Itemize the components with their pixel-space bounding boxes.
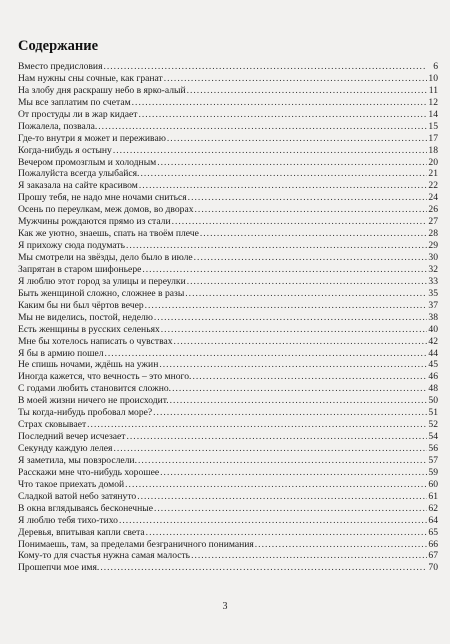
toc-entry-page: 22: [428, 180, 438, 192]
toc-entry-title: Секунду каждую лелея: [18, 443, 113, 454]
toc-entry-page: 27: [428, 216, 438, 228]
contents-heading: Содержание: [18, 38, 99, 54]
dot-leader: [138, 109, 427, 121]
toc-entry-title: Пожалела, позвала.: [18, 120, 98, 132]
toc-entry-page: 50: [428, 395, 438, 407]
toc-entry-title: Мы смотрели на звёзды, дело было в июле: [18, 252, 193, 263]
toc-entry-page: 11: [428, 84, 438, 96]
toc-entry: [18, 383, 438, 395]
dot-leader: [191, 550, 427, 562]
dot-leader: [174, 336, 427, 348]
toc-entry-page: 40: [428, 323, 438, 335]
toc-entry-page: 52: [428, 419, 438, 431]
toc-entry: [18, 204, 438, 216]
toc-entry-page: 10: [428, 72, 438, 84]
dot-leader: [138, 455, 427, 467]
toc-entry: [18, 336, 438, 348]
toc-entry: [18, 395, 438, 407]
dot-leader: [160, 467, 427, 479]
toc-entry-page: 54: [428, 431, 438, 443]
toc-entry: [18, 264, 438, 276]
toc-entry-page: 46: [428, 371, 438, 383]
toc-entry-title: Прошу тебя, не надо мне ночами сниться: [18, 192, 187, 204]
toc-entry: [18, 348, 438, 360]
toc-entry: [18, 455, 438, 467]
dot-leader: [142, 264, 427, 276]
toc-entry-page: 17: [428, 132, 438, 144]
toc-entry-title: Не спишь ночами, ждёшь на ужин: [18, 359, 159, 371]
dot-leader: [127, 431, 428, 443]
toc-entry-title: Я люблю этот город за улицы и переулки: [18, 275, 186, 287]
dot-leader: [105, 348, 428, 360]
toc-entry-title: Понимаешь, там, за пределами безграничного понимания: [18, 538, 254, 550]
toc-entry: [18, 467, 438, 479]
toc-entry: [18, 133, 438, 145]
toc-entry: [18, 97, 438, 109]
dot-leader: [172, 383, 427, 395]
toc-entry-page: 37: [428, 299, 438, 311]
toc-entry-page: 15: [428, 120, 438, 132]
toc-entry: [18, 371, 438, 383]
toc-entry-title: Каким бы ни был чёртов вечер: [18, 299, 144, 311]
toc-entry-page: 12: [428, 96, 438, 108]
toc-entry-title: В окна вглядываясь бесконечные: [18, 502, 153, 514]
toc-entry: [18, 180, 438, 192]
toc-entry-title: Последний вечер исчезает: [18, 431, 126, 443]
dot-leader: [113, 145, 427, 157]
toc-entry: [18, 240, 438, 252]
dot-leader: [137, 491, 427, 503]
toc-entry-title: Страх сковывает: [18, 419, 87, 431]
toc-entry-page: 62: [428, 502, 438, 514]
toc-entry-title: Расскажи мне что-нибудь хорошее: [18, 466, 160, 478]
dot-leader: [192, 371, 427, 383]
toc-entry: [18, 109, 438, 121]
toc-entry: [18, 157, 438, 169]
dot-leader: [126, 240, 427, 252]
dot-leader: [187, 276, 427, 288]
toc-entry: [18, 515, 438, 527]
toc-entry-title: Ты когда-нибудь пробовал море?: [18, 407, 153, 419]
toc-entry: [18, 276, 438, 288]
toc-entry-page: 48: [428, 383, 438, 395]
toc-entry: [18, 192, 438, 204]
toc-entry-page: 33: [428, 275, 438, 287]
toc-entry: [18, 73, 438, 85]
toc-entry-title: Я заказала на сайте красивом: [18, 180, 138, 192]
dot-leader: [255, 539, 427, 551]
dot-leader: [157, 157, 427, 169]
toc-entry: [18, 288, 438, 300]
toc-entry-page: 14: [428, 108, 438, 120]
toc-entry-page: 29: [428, 240, 438, 252]
toc-entry-page: 42: [428, 335, 438, 347]
toc-entry: [18, 228, 438, 240]
toc-entry-title: От простуды ли в жар кидает: [18, 108, 138, 120]
toc-entry-title: Мы не виделись, постой, неделю: [18, 311, 153, 323]
toc-entry-page: 24: [428, 192, 438, 204]
toc-entry-title: Пожалуйста всегда улыбайся.: [18, 168, 140, 180]
toc-entry: [18, 300, 438, 312]
toc-entry-title: Есть женщины в русских селеньях: [18, 323, 160, 335]
toc-entry-title: Кому-то для счастья нужна самая малость: [18, 550, 191, 562]
dot-leader: [195, 204, 427, 216]
dot-leader: [194, 252, 427, 264]
toc-entry: [18, 479, 438, 491]
toc-entry: [18, 562, 438, 574]
toc-entry-page: 56: [428, 443, 438, 454]
toc-entry-title: Иногда кажется, что вечность – это много.: [18, 371, 192, 383]
toc-entry-title: Я прихожу сюда подумать: [18, 240, 125, 252]
toc-entry-title: Что такое приехать домой: [18, 478, 125, 490]
toc-entry: [18, 216, 438, 228]
toc-entry-title: В моей жизни ничего не происходит.: [18, 395, 169, 407]
dot-leader: [119, 515, 427, 527]
dot-leader: [140, 168, 427, 180]
toc-entry-page: 6: [433, 61, 438, 72]
dot-leader: [154, 312, 427, 324]
toc-entry-title: Прошепчи мое имя.: [18, 562, 100, 574]
toc-entry: [18, 491, 438, 503]
toc-entry-page: 61: [428, 490, 438, 502]
toc-entry: [18, 527, 438, 539]
toc-entry-page: 64: [428, 514, 438, 526]
toc-entry-page: 66: [428, 538, 438, 550]
toc-entry-page: 38: [428, 311, 438, 323]
dot-leader: [161, 324, 427, 336]
page-number: 3: [222, 601, 228, 612]
toc-entry-title: Запрятан в старом шифоньере: [18, 263, 142, 275]
toc-entry-page: 51: [428, 407, 438, 419]
dot-leader: [145, 300, 427, 312]
dot-leader: [167, 133, 427, 145]
toc-entry-title: Мы все заплатим по счетам: [18, 96, 131, 108]
toc-entry-page: 28: [428, 228, 438, 240]
toc-entry: [18, 121, 438, 133]
dot-leader: [132, 97, 427, 109]
toc-entry: [18, 61, 438, 73]
toc-entry-page: 65: [428, 526, 438, 538]
toc-entry-title: Деревья, впитывая капли света: [18, 526, 145, 538]
toc-entry-title: С годами любить становится сложно.: [18, 383, 172, 395]
toc-entry-title: Как же уютно, знаешь, спать на твоём плече: [18, 228, 199, 240]
toc-entry-page: 20: [428, 156, 438, 168]
toc-entry-title: Вместо предисловия: [18, 61, 103, 72]
toc-entry-title: Сладкой ватой небо затянуто: [18, 490, 137, 502]
toc-entry-title: Я заметила, мы повзрослели.: [18, 454, 137, 466]
toc-entry-title: Мне бы хотелось написать о чувствах: [18, 335, 173, 347]
dot-leader: [200, 228, 427, 240]
toc-entry: [18, 324, 438, 336]
toc-entry: [18, 145, 438, 157]
dot-leader: [146, 527, 427, 539]
toc-entry: [18, 539, 438, 551]
toc-entry-page: 18: [428, 144, 438, 156]
toc-entry-title: Когда-нибудь я остыну: [18, 144, 112, 156]
toc-entry-page: 57: [428, 454, 438, 466]
toc-entry-title: Где-то внутри я может и переживаю: [18, 132, 166, 144]
toc-entry: [18, 503, 438, 515]
toc-entry-title: Осень по переулкам, меж домов, во дворах: [18, 204, 194, 216]
toc-entry-title: Я люблю тебя тихо-тихо: [18, 514, 118, 526]
toc-entry-title: Мужчины рождаются прямо из стали: [18, 216, 171, 228]
toc-entry-page: 32: [428, 263, 438, 275]
toc-entry-page: 26: [428, 204, 438, 216]
toc-entry-page: 67: [428, 550, 438, 562]
toc-entry: [18, 550, 438, 562]
toc-entry-page: 21: [428, 168, 438, 180]
dot-leader: [185, 288, 427, 300]
toc-entry: [18, 407, 438, 419]
dot-leader: [103, 61, 427, 73]
toc-entry-title: Я бы в армию пошел: [18, 347, 104, 359]
dot-leader: [154, 503, 427, 515]
dot-leader: [153, 407, 427, 419]
dot-leader: [188, 192, 427, 204]
dot-leader: [172, 216, 427, 228]
toc-entry: [18, 443, 438, 455]
dot-leader: [170, 395, 427, 407]
toc-entry-page: 35: [428, 287, 438, 299]
dot-leader: [98, 121, 427, 133]
toc-entry-page: 59: [428, 466, 438, 478]
toc-entry-title: На злобу дня раскрашу небо в ярко-алый: [18, 84, 186, 96]
dot-leader: [100, 562, 427, 574]
toc-entry: [18, 359, 438, 371]
dot-leader: [159, 359, 427, 371]
toc-entry-page: 45: [428, 359, 438, 371]
toc-entry: [18, 419, 438, 431]
toc-entry-title: Вечером промозглым и холодным: [18, 156, 157, 168]
dot-leader: [87, 419, 427, 431]
toc-entry: [18, 85, 438, 97]
dot-leader: [164, 73, 427, 85]
toc-entry-page: 70: [428, 562, 438, 574]
dot-leader: [139, 180, 427, 192]
toc-entry: [18, 168, 438, 180]
dot-leader: [187, 85, 427, 97]
toc-entry-page: 30: [428, 252, 438, 263]
toc-entry: [18, 312, 438, 324]
toc-entry: [18, 431, 438, 443]
toc-entry-page: 44: [428, 347, 438, 359]
toc-entry-page: 60: [428, 478, 438, 490]
dot-leader: [113, 443, 427, 455]
toc-entry-title: Быть женщиной сложно, сложнее в разы: [18, 287, 185, 299]
table-of-contents: [18, 61, 438, 574]
toc-entry: [18, 252, 438, 264]
toc-entry-title: Нам нужны сны сочные, как гранат: [18, 72, 163, 84]
dot-leader: [125, 479, 427, 491]
